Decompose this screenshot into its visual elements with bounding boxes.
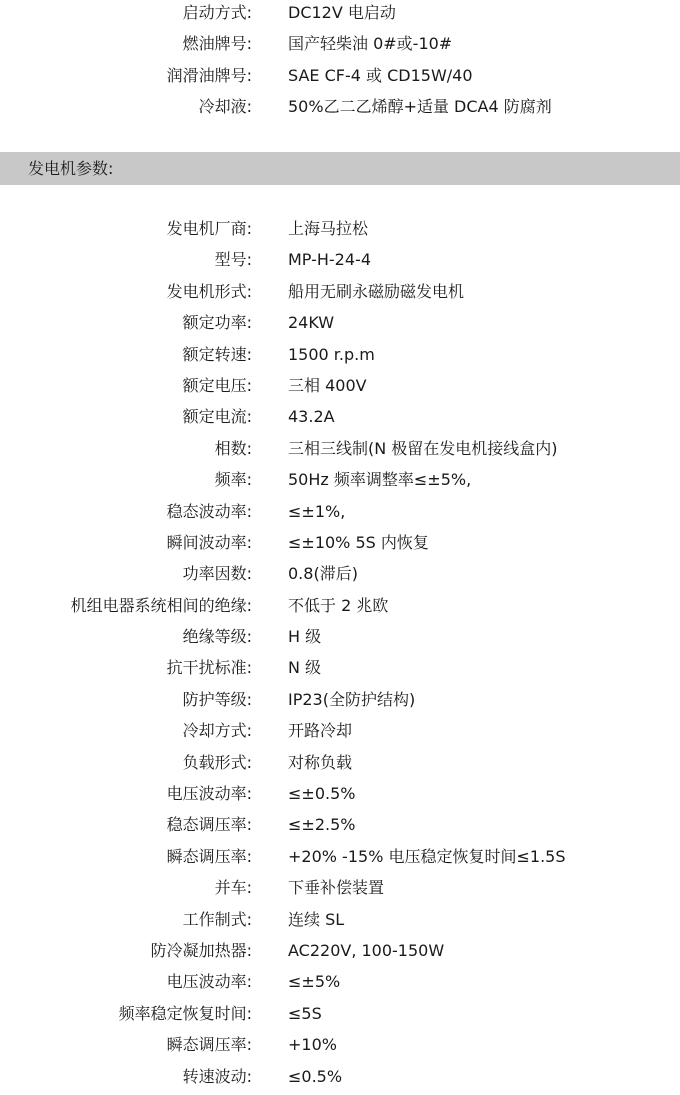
param-value: 不低于 2 兆欧 [288,595,389,615]
param-row [0,279,680,310]
engine-params-list [0,0,680,126]
param-row [0,907,680,938]
param-label: 频率: [214,470,252,490]
param-value: +20% -15% 电压稳定恢复时间≤1.5S [288,846,566,866]
param-label: 型号: [214,250,252,270]
param-row [0,750,680,781]
param-label: 防护等级: [182,689,252,709]
param-row [0,342,680,373]
param-label: 启动方式: [182,3,252,22]
param-value: ≤±0.5% [288,784,356,804]
param-value: N 级 [288,658,322,678]
param-value: 50%乙二乙烯醇+适量 DCA4 防腐剂 [288,97,552,117]
generator-params-list [0,216,680,1095]
param-value: 国产轻柴油 0#或-10# [288,34,453,54]
param-label: 电压波动率: [166,972,252,992]
param-row [0,1032,680,1063]
param-label: 电压波动率: [166,784,252,804]
param-label: 额定电压: [182,375,252,395]
param-row [0,0,680,31]
param-value: 1500 r.p.m [288,344,375,364]
param-value: ≤±1%, [288,501,346,521]
param-label: 冷却方式: [182,721,252,741]
param-label: 发电机厂商: [166,219,252,238]
param-value: 下垂补偿装置 [288,878,385,898]
param-row [0,63,680,94]
param-label: 工作制式: [182,909,252,929]
param-label: 额定电流: [182,407,252,427]
param-row [0,655,680,686]
param-value: ≤±2.5% [288,815,356,835]
param-value: DC12V 电启动 [288,3,396,22]
param-row [0,310,680,341]
param-label: 额定转速: [182,344,252,364]
param-row [0,561,680,592]
param-row [0,436,680,467]
param-label: 相数: [214,438,252,458]
param-row [0,499,680,530]
param-value: AC220V, 100-150W [288,940,445,960]
param-label: 功率因数: [182,564,252,584]
param-value: H 级 [288,627,322,647]
param-label: 频率稳定恢复时间: [118,1003,252,1023]
param-value: 船用无刷永磁励磁发电机 [288,281,465,301]
param-value: 0.8(滞后) [288,564,358,584]
param-row [0,94,680,125]
param-label: 发电机形式: [166,281,252,301]
param-value: 连续 SL [288,909,345,929]
param-label: 负载形式: [182,752,252,772]
param-value: 三相 400V [288,375,367,395]
section-title: 发电机参数: [28,159,114,178]
param-value: ≤±5% [288,972,341,992]
param-row [0,812,680,843]
param-row [0,1001,680,1032]
param-row [0,718,680,749]
param-row [0,844,680,875]
param-row [0,216,680,247]
param-label: 绝缘等级: [182,627,252,647]
param-label: 瞬间波动率: [166,532,252,552]
param-value: 上海马拉松 [288,219,369,238]
param-label: 稳态波动率: [166,501,252,521]
param-value: SAE CF-4 或 CD15W/40 [288,65,473,85]
param-label: 防冷凝加热器: [150,940,252,960]
param-value: 对称负载 [288,752,353,772]
param-label: 抗干扰标准: [166,658,252,678]
param-label: 燃油牌号: [182,34,252,54]
param-row [0,687,680,718]
param-value: IP23(全防护结构) [288,689,416,709]
param-row [0,467,680,498]
param-row [0,530,680,561]
param-row [0,969,680,1000]
generator-section-header [0,152,680,185]
param-label: 额定功率: [182,313,252,333]
param-value: ≤0.5% [288,1066,343,1086]
param-label: 润滑油牌号: [166,65,252,85]
param-value: 开路冷却 [288,721,353,741]
param-row [0,624,680,655]
param-label: 瞬态调压率: [166,846,252,866]
param-value: 24KW [288,313,335,333]
param-value: 50Hz 频率调整率≤±5%, [288,470,472,490]
param-label: 转速波动: [182,1066,252,1086]
param-row [0,875,680,906]
param-row [0,31,680,62]
param-row [0,781,680,812]
param-label: 瞬态调压率: [166,1035,252,1055]
param-row [0,1064,680,1095]
param-value: 43.2A [288,407,335,427]
param-label: 稳态调压率: [166,815,252,835]
param-row [0,593,680,624]
param-row [0,938,680,969]
param-value: ≤±10% 5S 内恢复 [288,532,429,552]
param-value: +10% [288,1035,337,1055]
param-value: ≤5S [288,1003,322,1023]
param-row [0,404,680,435]
param-label: 机组电器系统相间的绝缘: [70,595,252,615]
param-label: 冷却液: [198,97,252,117]
param-row [0,247,680,278]
param-label: 并车: [214,878,252,898]
param-value: 三相三线制(N 极留在发电机接线盒内) [288,438,558,458]
param-row [0,373,680,404]
param-value: MP-H-24-4 [288,250,371,270]
